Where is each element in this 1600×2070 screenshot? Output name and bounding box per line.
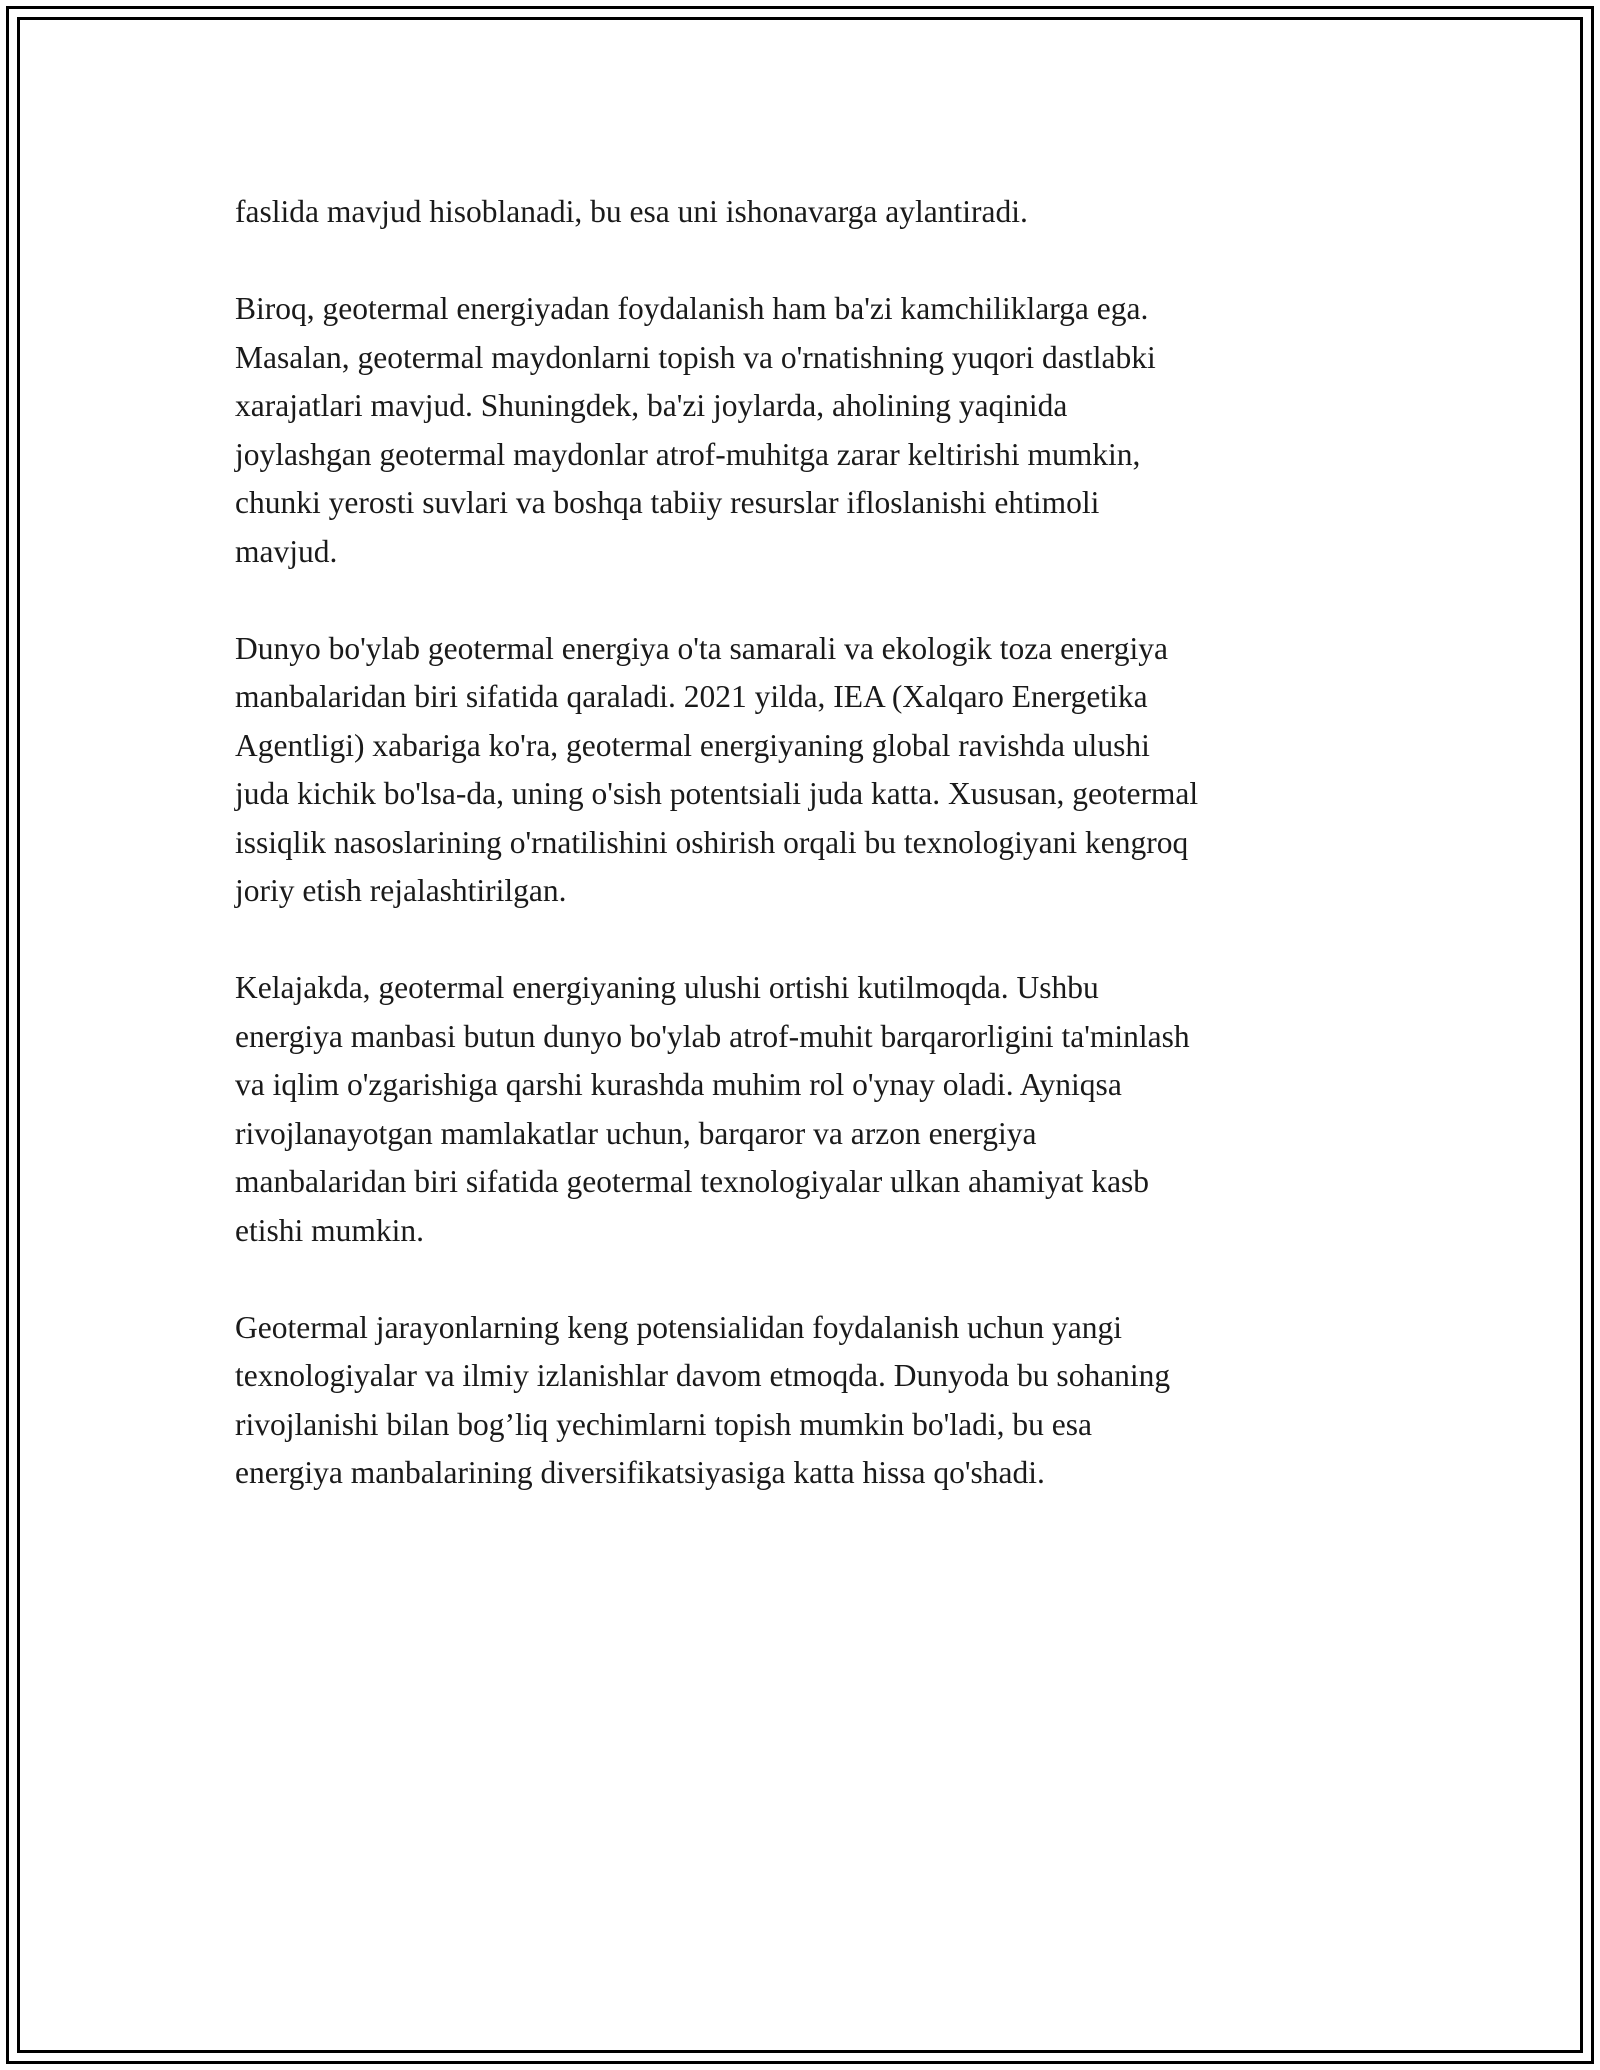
text-line: rivojlanayotgan mamlakatlar uchun, barqaror va arzon energiya bbox=[235, 1115, 1037, 1151]
text-line: Dunyo bo'ylab geotermal energiya o'ta samarali va ekologik toza energiya bbox=[235, 630, 1168, 666]
text-line: energiya manbalarining diversifikatsiyasiga katta hissa qo'shadi. bbox=[235, 1455, 1045, 1490]
text-line: xarajatlari mavjud. Shuningdek, ba'zi joylarda, aholining yaqinida bbox=[235, 388, 1068, 423]
text-line: va iqlim o'zgarishiga qarshi kurashda muhim rol o'ynay oladi. Ayniqsa bbox=[235, 1067, 1122, 1102]
text-line: Biroq, geotermal energiyadan foydalanish ham ba'zi kamchiliklarga ega. bbox=[235, 291, 1149, 326]
text-line: mavjud. bbox=[235, 533, 338, 569]
paragraph-1 bbox=[235, 188, 1385, 237]
text-line: energiya manbasi butun dunyo bo'ylab atrof-muhit barqarorligini ta'minlash bbox=[235, 1018, 1190, 1054]
text-line: faslida mavjud hisoblanadi, bu esa uni ishonavarga aylantiradi. bbox=[235, 194, 1028, 229]
paragraph-2 bbox=[235, 285, 1385, 576]
text-line: joylashgan geotermal maydonlar atrof-muhitga zarar keltirishi mumkin, bbox=[235, 436, 1141, 472]
paragraph-5 bbox=[235, 1304, 1385, 1498]
document-body bbox=[235, 188, 1385, 1546]
text-line: Kelajakda, geotermal energiyaning ulushi ortishi kutilmoqda. Ushbu bbox=[235, 970, 1099, 1005]
text-line: Masalan, geotermal maydonlarni topish va o'rnatishning yuqori dastlabki bbox=[235, 339, 1156, 375]
text-line: etishi mumkin. bbox=[235, 1212, 424, 1248]
text-line: chunki yerosti suvlari va boshqa tabiiy resurslar ifloslanishi ehtimoli bbox=[235, 485, 1100, 520]
paragraph-4 bbox=[235, 964, 1385, 1255]
text-line: Agentligi) xabariga ko'ra, geotermal energiyaning global ravishda ulushi bbox=[235, 727, 1150, 763]
text-line: manbalaridan biri sifatida geotermal texnologiyalar ulkan ahamiyat kasb bbox=[235, 1164, 1150, 1199]
paragraph-3 bbox=[235, 625, 1385, 916]
text-line: juda kichik bo'lsa-da, uning o'sish potentsiali juda katta. Xususan, geotermal bbox=[235, 776, 1199, 811]
text-line: Geotermal jarayonlarning keng potensialidan foydalanish uchun yangi bbox=[235, 1309, 1122, 1345]
text-line: manbalaridan biri sifatida qaraladi. 2021 yilda, IEA (Xalqaro Energetika bbox=[235, 679, 1148, 714]
text-line: texnologiyalar va ilmiy izlanishlar davom etmoqda. Dunyoda bu sohaning bbox=[235, 1358, 1171, 1393]
text-line: joriy etish rejalashtirilgan. bbox=[235, 873, 567, 908]
text-line: issiqlik nasoslarining o'rnatilishini oshirish orqali bu texnologiyani kengroq bbox=[235, 824, 1189, 860]
text-line: rivojlanishi bilan bog’liq yechimlarni topish mumkin bo'ladi, bu esa bbox=[235, 1406, 1092, 1442]
